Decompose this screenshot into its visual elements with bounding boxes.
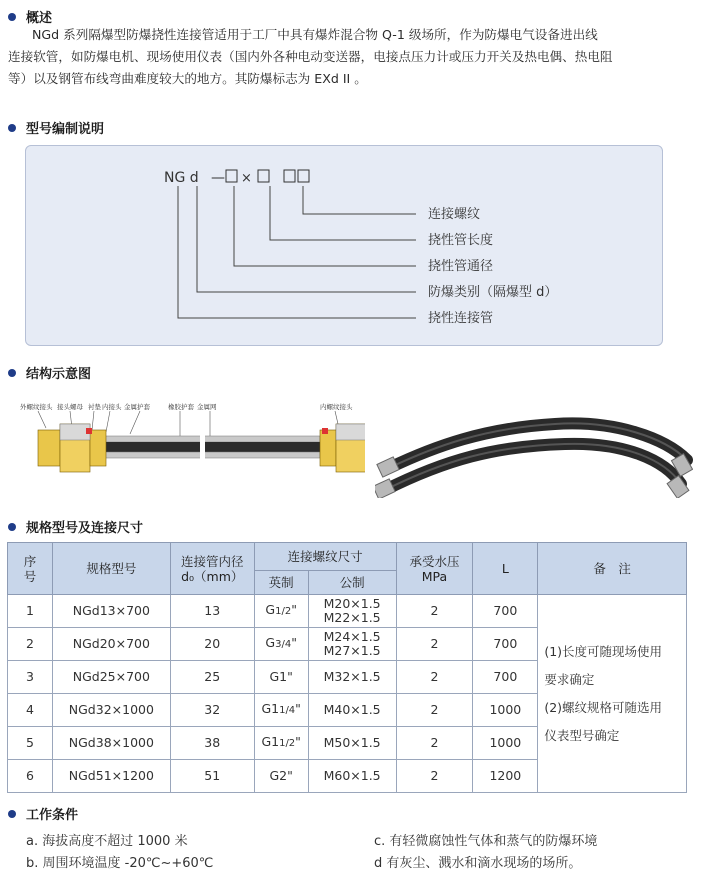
metric-value: M60×1.5 [323,768,381,783]
cell-diameter: 25 [170,661,254,694]
cell-pressure: 2 [396,595,473,628]
overview-line: 等）以及钢管布线弯曲难度较大的地方。其防爆标志为 EXd II 。 [8,71,367,86]
inch-mark: " [291,602,297,617]
overview-paragraph [8,24,692,90]
cell-no: 2 [8,628,53,661]
section-structure-heading [8,363,91,382]
remark-line: 仪表型号确定 [544,727,620,743]
placeholder-box [258,170,269,182]
inch-mark: " [287,768,293,783]
overview-line: 连接软管，如防爆电机、现场使用仪表（国内外各种电动变送器，电接点压力计或压力开关及热电偶、热电阻 [8,49,613,64]
cell-metric [308,661,396,694]
header-imperial: 英制 [254,571,308,595]
right-inner-joint [320,430,336,466]
gasket-marker [86,428,92,434]
break-mark [200,434,205,460]
model-label: 挠性连接管 [428,311,494,326]
cell-metric [308,760,396,793]
bullet-icon [8,124,16,132]
condition-c: c. 有轻微腐蚀性气体和蒸气的防爆环境 [374,834,598,849]
cell-diameter: 51 [170,760,254,793]
cell-imperial [254,661,308,694]
section-conditions-heading [8,804,78,823]
cell-model: NGd13×700 [52,595,170,628]
inch-mark: " [287,669,293,684]
imperial-whole: G1 [261,701,280,716]
formula-dash: — [211,170,225,186]
leader-lines [178,186,416,318]
spec-title: 规格型号及连接尺寸 [26,521,144,536]
table-row [8,595,687,628]
cell-diameter: 20 [170,628,254,661]
metric-value: M20×1.5 [323,596,381,611]
cell-length: 700 [473,628,538,661]
model-label: 防爆类别（隔爆型 d） [428,285,558,300]
section-spec-heading [8,517,143,536]
cell-metric [308,595,396,628]
formula-prefix: NG d [164,170,199,186]
left-thread-fitting [38,430,60,466]
header-no-text: 序号 [23,553,37,584]
spec-table-body [8,595,687,793]
overview-title: 概述 [26,11,53,26]
cell-metric [308,628,396,661]
model-label: 挠性管长度 [428,233,494,248]
placeholder-box [298,170,309,182]
cell-length: 1000 [473,694,538,727]
cell-pressure: 2 [396,661,473,694]
model-code-svg [26,146,662,345]
cell-pressure: 2 [396,760,473,793]
cell-diameter: 32 [170,694,254,727]
right-section-cut [336,424,365,440]
cell-metric [308,694,396,727]
part-label: 接头螺母 [57,403,83,411]
hose-core [105,442,320,452]
cell-metric [308,727,396,760]
header-pressure [396,543,473,595]
bullet-icon [8,810,16,818]
inch-mark: " [295,701,301,716]
metric-value: M32×1.5 [323,669,381,684]
header-model: 规格型号 [52,543,170,595]
cell-model: NGd38×1000 [52,727,170,760]
imperial-whole: G [265,635,276,650]
cell-diameter: 13 [170,595,254,628]
header-metric: 公制 [308,571,396,595]
model-code-diagram [25,145,663,346]
cell-no: 4 [8,694,53,727]
remark-line: (1)长度可随现场使用 [544,643,663,659]
conditions-title: 工作条件 [26,808,79,823]
cell-pressure: 2 [396,694,473,727]
cell-no: 1 [8,595,53,628]
placeholder-box [226,170,237,182]
condition-b: b. 周围环境温度 -20℃~+60℃ [26,856,214,871]
cell-length: 700 [473,661,538,694]
cell-diameter: 38 [170,727,254,760]
inch-mark: " [295,734,301,749]
metric-value: M27×1.5 [323,643,381,658]
remark-line: (2)螺纹规格可随选用 [544,699,663,715]
hose-bottom [105,452,320,458]
hose-top [105,436,320,442]
left-inner-joint [90,430,106,466]
cell-model: NGd51×1200 [52,760,170,793]
cell-no: 5 [8,727,53,760]
metric-value: M24×1.5 [323,629,381,644]
imperial-whole: G1 [261,734,280,749]
part-label: 内螺纹接头 [320,403,353,411]
cell-pressure: 2 [396,628,473,661]
metric-value: M50×1.5 [323,735,381,750]
header-diameter [170,543,254,595]
cell-length: 1200 [473,760,538,793]
bullet-icon [8,523,16,531]
bullet-icon [8,13,16,21]
inch-mark: " [291,635,297,650]
part-label: 外螺纹接头 [20,403,53,411]
imperial-fraction: 1/4 [279,705,296,716]
overview-line: NGd 系列隔爆型防爆挠性连接管适用于工厂中具有爆炸混合物 Q-1 级场所，作为防爆电气设备进出线 [32,27,598,42]
cell-imperial [254,628,308,661]
cell-model: NGd25×700 [52,661,170,694]
condition-d: d 有灰尘、溅水和滴水现场的场所。 [374,856,582,871]
cell-imperial [254,727,308,760]
header-diameter-line2: d₀（mm） [181,568,244,584]
formula-times: × [241,171,252,186]
imperial-whole: G1 [269,669,288,684]
cell-remark [538,595,687,793]
hose-photo [375,398,693,498]
imperial-fraction: 1/2 [275,606,292,617]
metric-value: M22×1.5 [323,610,381,625]
cell-model: NGd20×700 [52,628,170,661]
model-label: 挠性管通径 [428,259,494,274]
cell-no: 3 [8,661,53,694]
gasket-marker [322,428,328,434]
cell-length: 1000 [473,727,538,760]
cell-imperial [254,694,308,727]
header-diameter-line1: 连接管内径 [181,553,244,569]
structure-title: 结构示意图 [26,367,92,382]
header-thread: 连接螺纹尺寸 [254,543,396,571]
section-model-heading [8,118,104,137]
part-label: 内接头 [102,403,122,411]
model-title: 型号编制说明 [26,122,105,137]
imperial-fraction: 1/2 [279,738,296,749]
placeholder-box [284,170,295,182]
header-no [8,543,53,595]
cell-length: 700 [473,595,538,628]
cell-pressure: 2 [396,727,473,760]
cell-model: NGd32×1000 [52,694,170,727]
part-label: 金属护套 [124,403,150,411]
cell-no: 6 [8,760,53,793]
bullet-icon [8,369,16,377]
model-label: 连接螺纹 [428,207,481,222]
condition-a: a. 海拔高度不超过 1000 米 [26,834,188,849]
imperial-whole: G2 [269,768,288,783]
header-pressure-line2: MPa [421,568,448,584]
structure-diagram [20,400,365,482]
part-label: 金属网 [197,403,217,411]
cell-imperial [254,760,308,793]
header-pressure-line1: 承受水压 [409,553,460,569]
remark-line: 要求确定 [544,671,595,687]
spec-table [7,542,687,793]
left-section-cut [60,424,90,440]
metric-value: M40×1.5 [323,702,381,717]
imperial-fraction: 3/4 [275,639,292,650]
header-length: L [473,543,538,595]
cell-imperial [254,595,308,628]
imperial-whole: G [265,602,276,617]
header-remark: 备 注 [538,543,687,595]
part-label: 橡胶护套 [168,403,194,411]
part-label: 衬垫 [88,403,101,411]
